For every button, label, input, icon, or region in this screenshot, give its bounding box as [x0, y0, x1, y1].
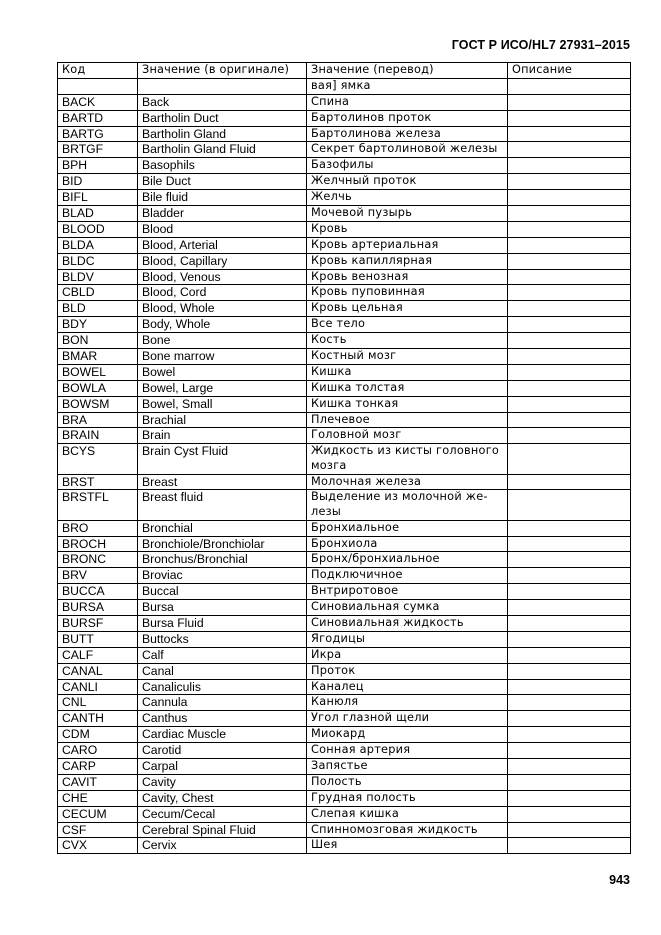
cell-description	[508, 615, 631, 631]
cell-original: Blood, Capillary	[138, 253, 307, 269]
cell-original: Bowel, Large	[138, 380, 307, 396]
cell-translation: Секрет бартолиновой железы	[307, 142, 508, 158]
cell-original: Blood, Whole	[138, 301, 307, 317]
cell-code: BARTD	[58, 110, 138, 126]
cell-code: CARO	[58, 743, 138, 759]
table-row	[58, 536, 631, 552]
cell-translation: Спинномозговая жидкость	[307, 822, 508, 838]
cell-description	[508, 568, 631, 584]
cell-code: CVX	[58, 838, 138, 854]
cell-original: Buttocks	[138, 631, 307, 647]
cell-code: BRO	[58, 520, 138, 536]
cell-description	[508, 838, 631, 854]
table-row	[58, 490, 631, 520]
table-row	[58, 221, 631, 237]
cell-original: Calf	[138, 647, 307, 663]
cell-original: Bowel	[138, 364, 307, 380]
cell-description	[508, 364, 631, 380]
cell-original: Bartholin Duct	[138, 110, 307, 126]
cell-code: CHE	[58, 790, 138, 806]
cell-code: BID	[58, 174, 138, 190]
table-row	[58, 333, 631, 349]
table-row	[58, 822, 631, 838]
cell-code: CSF	[58, 822, 138, 838]
table-row	[58, 727, 631, 743]
cell-description	[508, 584, 631, 600]
cell-code: BRSTFL	[58, 490, 138, 520]
table-row	[58, 364, 631, 380]
cell-original: Blood	[138, 221, 307, 237]
cell-code: CBLD	[58, 285, 138, 301]
table-row	[58, 380, 631, 396]
page-number: 943	[609, 873, 630, 887]
cell-code: CALF	[58, 647, 138, 663]
cell-original: Buccal	[138, 584, 307, 600]
cell-translation: Молочная железа	[307, 474, 508, 490]
cell-description	[508, 174, 631, 190]
cell-code: BDY	[58, 317, 138, 333]
cell-code: BON	[58, 333, 138, 349]
cell-original: Bowel, Small	[138, 396, 307, 412]
cell-code: BOWSM	[58, 396, 138, 412]
cell-original: Bone marrow	[138, 349, 307, 365]
table-body	[58, 78, 631, 853]
cell-original: Broviac	[138, 568, 307, 584]
cell-description	[508, 647, 631, 663]
table-row	[58, 695, 631, 711]
cell-code: CNL	[58, 695, 138, 711]
cell-code: BRAIN	[58, 428, 138, 444]
table-row	[58, 269, 631, 285]
table-row	[58, 301, 631, 317]
table-row	[58, 444, 631, 474]
table-row	[58, 711, 631, 727]
table-row	[58, 679, 631, 695]
cell-translation: Грудная полость	[307, 790, 508, 806]
table-row	[58, 759, 631, 775]
cell-description	[508, 428, 631, 444]
cell-original: Cavity	[138, 774, 307, 790]
cell-code: BURSF	[58, 615, 138, 631]
cell-translation: Кровь	[307, 221, 508, 237]
cell-code: BLDV	[58, 269, 138, 285]
cell-code: BIFL	[58, 190, 138, 206]
cell-code: CAVIT	[58, 774, 138, 790]
cell-translation: Кишка тонкая	[307, 396, 508, 412]
cell-code: BRTGF	[58, 142, 138, 158]
cell-original: Brain Cyst Fluid	[138, 444, 307, 474]
cell-description	[508, 695, 631, 711]
cell-translation: Кишка толстая	[307, 380, 508, 396]
table-row	[58, 790, 631, 806]
table-row	[58, 190, 631, 206]
table-header-row	[58, 63, 631, 79]
cell-original: Canal	[138, 663, 307, 679]
table-row	[58, 584, 631, 600]
table-row	[58, 174, 631, 190]
cell-code: BARTG	[58, 126, 138, 142]
cell-description	[508, 78, 631, 94]
cell-original: Cecum/Cecal	[138, 806, 307, 822]
table-row	[58, 743, 631, 759]
column-header-code: Код	[58, 63, 138, 79]
cell-original: Bile Duct	[138, 174, 307, 190]
cell-translation: Полость	[307, 774, 508, 790]
table-row	[58, 285, 631, 301]
cell-description	[508, 520, 631, 536]
cell-code: BROCH	[58, 536, 138, 552]
cell-original: Bartholin Gland	[138, 126, 307, 142]
cell-translation: Кровь артериальная	[307, 237, 508, 253]
cell-translation: Кость	[307, 333, 508, 349]
cell-translation: Спина	[307, 94, 508, 110]
table-row	[58, 774, 631, 790]
cell-description	[508, 663, 631, 679]
cell-code: BCYS	[58, 444, 138, 474]
cell-original: Brachial	[138, 412, 307, 428]
cell-original: Brain	[138, 428, 307, 444]
cell-translation: Миокард	[307, 727, 508, 743]
table-row	[58, 237, 631, 253]
cell-translation: Сонная артерия	[307, 743, 508, 759]
cell-description	[508, 536, 631, 552]
cell-description	[508, 806, 631, 822]
cell-description	[508, 333, 631, 349]
cell-code: BUTT	[58, 631, 138, 647]
cell-original: Bone	[138, 333, 307, 349]
cell-description	[508, 412, 631, 428]
cell-translation: Каналец	[307, 679, 508, 695]
cell-code: BUCCA	[58, 584, 138, 600]
cell-code: CARP	[58, 759, 138, 775]
cell-original: Cavity, Chest	[138, 790, 307, 806]
cell-description	[508, 600, 631, 616]
cell-code: CDM	[58, 727, 138, 743]
table-row	[58, 158, 631, 174]
table-row	[58, 838, 631, 854]
cell-original: Cerebral Spinal Fluid	[138, 822, 307, 838]
column-header-description: Описание	[508, 63, 631, 79]
cell-description	[508, 790, 631, 806]
cell-original: Bronchial	[138, 520, 307, 536]
cell-translation: Синовиальная жидкость	[307, 615, 508, 631]
cell-original: Breast	[138, 474, 307, 490]
cell-description	[508, 490, 631, 520]
cell-description	[508, 774, 631, 790]
table-row	[58, 631, 631, 647]
cell-translation: Желчный проток	[307, 174, 508, 190]
cell-original: Cannula	[138, 695, 307, 711]
cell-description	[508, 110, 631, 126]
cell-translation: Внтриротовое	[307, 584, 508, 600]
table-row	[58, 615, 631, 631]
cell-description	[508, 237, 631, 253]
cell-description	[508, 349, 631, 365]
cell-code: BRST	[58, 474, 138, 490]
column-header-translation: Значение (перевод)	[307, 63, 508, 79]
cell-translation: Бронхиальное	[307, 520, 508, 536]
cell-translation: Все тело	[307, 317, 508, 333]
cell-original: Blood, Cord	[138, 285, 307, 301]
cell-translation: Угол глазной щели	[307, 711, 508, 727]
table-row	[58, 474, 631, 490]
cell-code: BPH	[58, 158, 138, 174]
cell-code: BOWLA	[58, 380, 138, 396]
cell-translation: Канюля	[307, 695, 508, 711]
cell-code: BLOOD	[58, 221, 138, 237]
cell-description	[508, 552, 631, 568]
cell-code: BRA	[58, 412, 138, 428]
cell-code: BOWEL	[58, 364, 138, 380]
table-row	[58, 142, 631, 158]
cell-description	[508, 822, 631, 838]
table-row	[58, 428, 631, 444]
table-row	[58, 349, 631, 365]
cell-code: BLD	[58, 301, 138, 317]
cell-original: Blood, Arterial	[138, 237, 307, 253]
cell-translation: Подключичное	[307, 568, 508, 584]
table-row	[58, 78, 631, 94]
cell-translation: вая] ямка	[307, 78, 508, 94]
cell-original: Carotid	[138, 743, 307, 759]
cell-translation: Бартолинов проток	[307, 110, 508, 126]
document-header: ГОСТ Р ИСО/HL7 27931–2015	[451, 38, 630, 52]
cell-translation: Плечевое	[307, 412, 508, 428]
table-row	[58, 396, 631, 412]
table-row	[58, 110, 631, 126]
cell-description	[508, 126, 631, 142]
cell-description	[508, 380, 631, 396]
table-row	[58, 568, 631, 584]
cell-code: CANTH	[58, 711, 138, 727]
cell-code: BURSA	[58, 600, 138, 616]
cell-description	[508, 396, 631, 412]
cell-code: BLDA	[58, 237, 138, 253]
cell-translation: Запястье	[307, 759, 508, 775]
table-row	[58, 600, 631, 616]
cell-original: Bartholin Gland Fluid	[138, 142, 307, 158]
table-row	[58, 317, 631, 333]
cell-translation: Головной мозг	[307, 428, 508, 444]
cell-translation: Жидкость из кисты головного мозга	[307, 444, 508, 474]
cell-translation: Ягодицы	[307, 631, 508, 647]
table-row	[58, 126, 631, 142]
cell-translation: Кровь капиллярная	[307, 253, 508, 269]
cell-original: Breast fluid	[138, 490, 307, 520]
cell-translation: Бронх/бронхиальное	[307, 552, 508, 568]
cell-original	[138, 78, 307, 94]
table-row	[58, 552, 631, 568]
table-row	[58, 206, 631, 222]
cell-description	[508, 94, 631, 110]
cell-code: BMAR	[58, 349, 138, 365]
cell-code: BRV	[58, 568, 138, 584]
cell-translation: Слепая кишка	[307, 806, 508, 822]
cell-translation: Кровь цельная	[307, 301, 508, 317]
cell-description	[508, 444, 631, 474]
cell-original: Bladder	[138, 206, 307, 222]
cell-original: Carpal	[138, 759, 307, 775]
cell-description	[508, 743, 631, 759]
cell-description	[508, 727, 631, 743]
cell-description	[508, 190, 631, 206]
cell-description	[508, 206, 631, 222]
cell-translation: Костный мозг	[307, 349, 508, 365]
cell-description	[508, 269, 631, 285]
table-row	[58, 412, 631, 428]
cell-translation: Базофилы	[307, 158, 508, 174]
table-row	[58, 94, 631, 110]
cell-code: CECUM	[58, 806, 138, 822]
cell-translation: Выделение из молочной же-лезы	[307, 490, 508, 520]
table-row	[58, 806, 631, 822]
table-row	[58, 253, 631, 269]
cell-code	[58, 78, 138, 94]
cell-translation: Кровь венозная	[307, 269, 508, 285]
cell-description	[508, 253, 631, 269]
cell-description	[508, 759, 631, 775]
cell-description	[508, 142, 631, 158]
cell-description	[508, 158, 631, 174]
cell-original: Canthus	[138, 711, 307, 727]
cell-code: CANAL	[58, 663, 138, 679]
cell-original: Body, Whole	[138, 317, 307, 333]
cell-original: Basophils	[138, 158, 307, 174]
cell-description	[508, 285, 631, 301]
cell-original: Blood, Venous	[138, 269, 307, 285]
cell-translation: Бартолинова железа	[307, 126, 508, 142]
cell-description	[508, 631, 631, 647]
cell-code: BLAD	[58, 206, 138, 222]
table-row	[58, 520, 631, 536]
cell-code: CANLI	[58, 679, 138, 695]
cell-translation: Мочевой пузырь	[307, 206, 508, 222]
cell-original: Cardiac Muscle	[138, 727, 307, 743]
cell-translation: Бронхиола	[307, 536, 508, 552]
cell-code: BLDC	[58, 253, 138, 269]
cell-translation: Проток	[307, 663, 508, 679]
cell-description	[508, 711, 631, 727]
cell-description	[508, 221, 631, 237]
cell-original: Cervix	[138, 838, 307, 854]
cell-translation: Икра	[307, 647, 508, 663]
cell-original: Bursa	[138, 600, 307, 616]
cell-translation: Синовиальная сумка	[307, 600, 508, 616]
cell-original: Canaliculis	[138, 679, 307, 695]
cell-original: Bursa Fluid	[138, 615, 307, 631]
cell-original: Bile fluid	[138, 190, 307, 206]
cell-translation: Шея	[307, 838, 508, 854]
cell-description	[508, 474, 631, 490]
cell-translation: Желчь	[307, 190, 508, 206]
cell-original: Bronchiole/Bronchiolar	[138, 536, 307, 552]
cell-description	[508, 301, 631, 317]
cell-original: Bronchus/Bronchial	[138, 552, 307, 568]
cell-description	[508, 679, 631, 695]
code-table	[57, 62, 631, 854]
cell-description	[508, 317, 631, 333]
table-row	[58, 663, 631, 679]
cell-code: BRONC	[58, 552, 138, 568]
cell-original: Back	[138, 94, 307, 110]
column-header-original: Значение (в оригинале)	[138, 63, 307, 79]
cell-code: BACK	[58, 94, 138, 110]
cell-translation: Кровь пуповинная	[307, 285, 508, 301]
cell-translation: Кишка	[307, 364, 508, 380]
table-row	[58, 647, 631, 663]
